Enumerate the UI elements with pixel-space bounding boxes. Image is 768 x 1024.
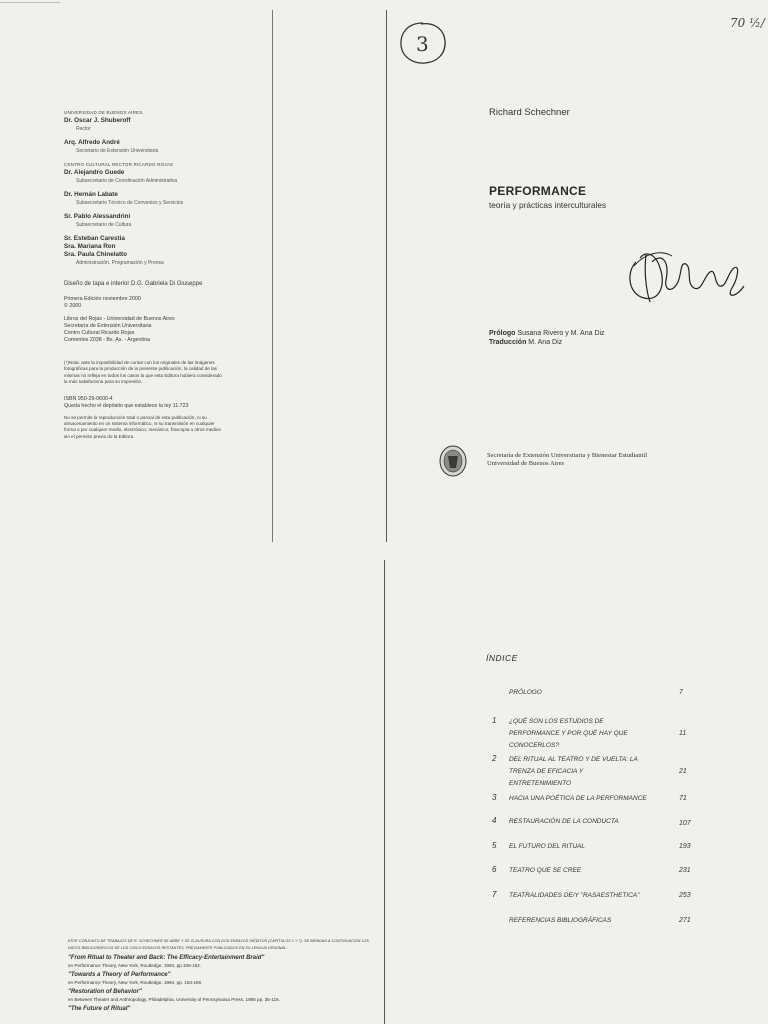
person-name: Dr. Alejandro Guede xyxy=(64,169,125,176)
source-entry xyxy=(68,1006,378,1013)
publisher-line: Universidad de Buenos Aires xyxy=(487,460,565,467)
entry-title: REFERENCIAS BIBLIOGRÁFICAS xyxy=(509,917,612,924)
admin-role: Administración, Programación y Prensa xyxy=(76,260,164,266)
deposit-line: Queda hecho el depósito que establece la ley 11.723 xyxy=(64,402,189,409)
author-name: Richard Schechner xyxy=(489,107,570,118)
title-page xyxy=(386,0,768,545)
source-entry xyxy=(68,955,378,969)
credits-block xyxy=(64,109,264,440)
entry-page: 21 xyxy=(679,768,687,775)
copyright-line: © 2000 xyxy=(64,303,82,309)
address-line: Centro Cultural Ricardo Rojas xyxy=(64,330,135,336)
image-note: (*)Nota: ante la imposibilidad de contar con los originales de las imágenes fotográficas para la producción de la presente publicación, la calidad de las mismas no refleja en todos los casos la que esta Editora hubiera considerado la más satisfactoria para su impresión. xyxy=(64,360,222,385)
source-entry xyxy=(68,972,378,986)
index-heading: ÍNDICE xyxy=(486,653,518,663)
admin-name: Sra. Paula Chinelatto xyxy=(64,251,127,258)
address-line: Corrientes 2038 - Bs. As. - Argentina xyxy=(64,337,150,343)
person-name: Dr. Oscar J. Shuberoff xyxy=(64,117,131,124)
prologue-names: Susana Rivero y M. Ana Diz xyxy=(517,330,605,337)
entry-page: 231 xyxy=(679,867,691,874)
entry-title: DEL RITUAL AL TEATRO Y DE VUELTA: LA TRENZA DE EFICACIA Y ENTRETENIMIENTO xyxy=(509,756,638,787)
entry-title: PRÓLOGO xyxy=(509,689,542,696)
source-title: "From Ritual to Theater and Back: The Efficacy-Entertainment Braid" xyxy=(68,955,265,961)
design-credit: Diseño de tapa e interior D.G. Gabriela Di Giuseppe xyxy=(64,281,203,287)
person-role: Subsecretario de Coordinación Administrativa xyxy=(76,178,178,184)
person-name: Dr. Hernán Labate xyxy=(64,191,118,198)
centro-label: CENTRO CULTURAL RECTOR RICARDO ROJAS xyxy=(64,162,174,167)
university-seal-icon xyxy=(438,444,468,478)
source-citation: en Performance Theory, New York, Routledge, 1994, pp.106-152. xyxy=(68,963,202,968)
person-role: Secretario de Extensión Universitaria xyxy=(76,148,159,154)
prologue-label: Prólogo xyxy=(489,330,516,337)
address-line: Libros del Rojas - Universidad de Buenos Aires xyxy=(64,316,175,322)
entry-title: TEATRALIDADES DE/Y "RASAESTHETICA" xyxy=(509,892,640,899)
source-entry xyxy=(68,989,378,1003)
entry-page: 71 xyxy=(679,795,687,802)
sources-block xyxy=(68,938,378,1013)
entry-page: 7 xyxy=(679,689,683,696)
sources-intro: ESTE CONJUNTO DE TRABAJOS DE R. SCHECHNER SE ABRE Y SE CLAUSURA CON DOS ENSAYOS INÉDITOS (CAPÍTULOS 1 Y 7). SE BRINDAN A CONTINUACIÓN LOS DATOS BIBLIOGRÁFICOS DE LOS CINCO ENSAYOS RESTANTES, PREVIAMENTE PUBLICADOS EN SU LENGUA ORIGINAL: xyxy=(68,939,370,950)
handwritten-note: 70 ½/ xyxy=(730,16,765,30)
sources-page xyxy=(0,560,380,1024)
translation-label: Traducción xyxy=(489,339,527,346)
source-citation: en Performance Theory, New York, Routledge, 1994, pp. 153-186 xyxy=(68,980,202,985)
person-name: Arq. Alfredo André xyxy=(64,139,120,146)
credits-page xyxy=(0,0,272,545)
entry-page: 107 xyxy=(679,820,691,827)
prologue-credit xyxy=(489,330,605,337)
entry-number: 3 xyxy=(492,793,497,802)
source-citation: en Between Theater and Anthropology, Philadelphia, University of Pennsylvania Press, 1985 pp. 35-116. xyxy=(68,997,280,1002)
book-title: PERFORMANCE xyxy=(489,184,587,198)
entry-title: HACIA UNA POÉTICA DE LA PERFORMANCE xyxy=(509,795,647,802)
entry-page: 271 xyxy=(679,917,691,924)
circled-number-mark xyxy=(397,20,449,66)
page-divider-top xyxy=(272,10,273,542)
entry-title: RESTAURACIÓN DE LA CONDUCTA xyxy=(509,818,619,825)
edition-line: Primera Edición noviembre 2000 xyxy=(64,296,141,302)
entry-title: ¿QUÉ SON LOS ESTUDIOS DE PERFORMANCE Y POR QUÉ HAY QUE CONOCERLOS? xyxy=(509,718,628,749)
rights-note: No se permite la reproducción total o parcial de esta publicación, ni su almacenamiento en un sistema informático, ni su transmisión en cualquier forma o por cualquier medio, electrónico, mecánico, fotocopia u otros medios sin el permiso previo de la Editora. xyxy=(64,414,221,439)
entry-page: 253 xyxy=(679,892,691,899)
entry-page: 193 xyxy=(679,843,691,850)
book-subtitle: teoría y prácticas interculturales xyxy=(489,200,607,210)
signature-scribble xyxy=(616,232,751,314)
person-name: Sr. Pablo Alessandrini xyxy=(64,213,131,220)
entry-number: 4 xyxy=(492,816,497,825)
translation-name: M. Ana Diz xyxy=(528,339,563,346)
person-role: Subsecretario de Cultura xyxy=(76,222,132,228)
admin-name: Sra. Mariana Ron xyxy=(64,243,116,250)
translation-credit xyxy=(489,339,562,346)
page-divider-bottom xyxy=(384,560,385,1024)
entry-number: 1 xyxy=(492,716,497,725)
entry-page: 11 xyxy=(679,730,687,737)
publisher-line: Secretaría de Extensión Universitaria y Bienestar Estudiantil xyxy=(487,452,648,459)
source-title: "Restoration of Behavior" xyxy=(68,989,142,995)
address-line: Secretaría de Extensión Universitaria xyxy=(64,323,152,329)
entry-number: 6 xyxy=(492,865,497,874)
entry-number: 7 xyxy=(492,890,497,899)
publisher-block xyxy=(487,452,647,468)
circled-number: 3 xyxy=(416,32,429,56)
institution-label: UNIVERSIDAD DE BUENOS AIRES xyxy=(64,110,143,115)
source-title: "The Future of Ritual" xyxy=(68,1006,131,1012)
entry-number: 2 xyxy=(492,754,497,763)
source-title: "Towards a Theory of Performance" xyxy=(68,972,171,978)
entry-number: 5 xyxy=(492,841,497,850)
index-page xyxy=(386,560,768,1024)
isbn-line: ISBN 950-29-0600-4 xyxy=(64,395,113,402)
entry-title: EL FUTURO DEL RITUAL xyxy=(509,843,585,850)
person-role: Rector xyxy=(76,126,91,132)
person-role: Subsecretario Técnico de Convenios y Servicios xyxy=(76,200,184,206)
entry-title: TEATRO QUE SE CREE xyxy=(509,867,582,874)
admin-name: Sr. Esteban Carestia xyxy=(64,235,125,242)
